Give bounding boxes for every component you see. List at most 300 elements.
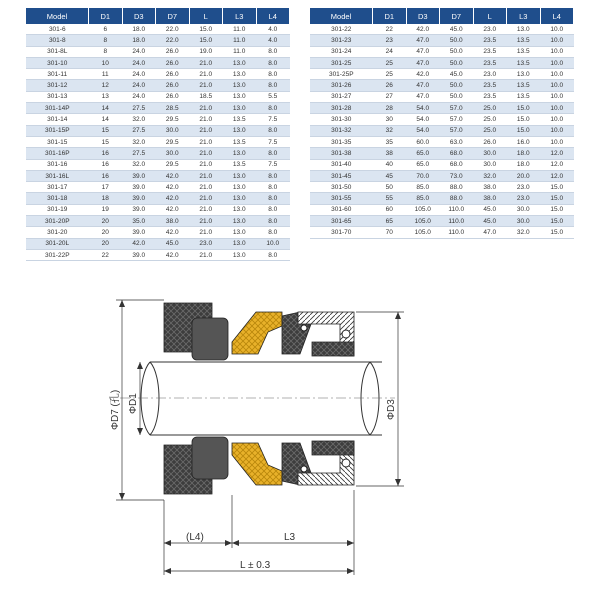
table-cell: 301-27 xyxy=(310,91,373,102)
table-cell: 13.0 xyxy=(223,193,257,204)
table-cell: 301-22P xyxy=(26,249,89,260)
table-cell: 301-25 xyxy=(310,57,373,68)
column-header: D3 xyxy=(406,8,440,24)
table-cell: 301-23 xyxy=(310,35,373,46)
table-row xyxy=(310,103,574,114)
table-cell: 105.0 xyxy=(406,227,440,238)
table-cell: 16 xyxy=(89,170,123,181)
table-row xyxy=(310,80,574,91)
table-cell: 32.0 xyxy=(122,159,156,170)
table-cell: 15 xyxy=(89,136,123,147)
table-cell: 13.0 xyxy=(223,125,257,136)
table-cell: 70.0 xyxy=(406,170,440,181)
table-cell: 110.0 xyxy=(440,227,474,238)
column-header: L xyxy=(189,8,223,24)
table-cell: 15.0 xyxy=(189,35,223,46)
table-cell: 30.0 xyxy=(156,125,190,136)
table-cell: 29.5 xyxy=(156,159,190,170)
table-cell: 39.0 xyxy=(122,193,156,204)
table-row xyxy=(26,249,290,260)
table-cell: 38 xyxy=(373,148,407,159)
table-cell: 42.0 xyxy=(156,249,190,260)
table-cell: 42.0 xyxy=(156,193,190,204)
table-cell: 8.0 xyxy=(256,249,290,260)
column-header: D1 xyxy=(373,8,407,24)
table-cell: 301-15P xyxy=(26,125,89,136)
table-cell: 21.0 xyxy=(189,227,223,238)
table-row xyxy=(310,69,574,80)
table-cell: 26.0 xyxy=(156,69,190,80)
table-cell: 26.0 xyxy=(156,80,190,91)
table-row xyxy=(310,216,574,227)
table-cell: 23.5 xyxy=(473,91,507,102)
table-cell: 65.0 xyxy=(406,148,440,159)
table-cell: 24.0 xyxy=(122,46,156,57)
table-cell: 13.0 xyxy=(223,103,257,114)
table-cell: 35 xyxy=(373,136,407,147)
table-cell: 301-26 xyxy=(310,80,373,91)
table-cell: 301-8L xyxy=(26,46,89,57)
table-cell: 47.0 xyxy=(406,91,440,102)
table-cell: 13.5 xyxy=(507,46,541,57)
table-cell: 11.0 xyxy=(223,46,257,57)
table-cell: 14 xyxy=(89,103,123,114)
table-cell: 24.0 xyxy=(122,80,156,91)
table-row xyxy=(26,238,290,249)
table-row xyxy=(310,159,574,170)
table-cell: 13.0 xyxy=(223,69,257,80)
table-cell: 32.0 xyxy=(122,136,156,147)
table-cell: 20 xyxy=(89,216,123,227)
table-cell: 57.0 xyxy=(440,103,474,114)
table-cell: 21.0 xyxy=(189,249,223,260)
table-cell: 301-20P xyxy=(26,216,89,227)
table-cell: 8 xyxy=(89,35,123,46)
table-body xyxy=(310,24,574,238)
table-cell: 39.0 xyxy=(122,182,156,193)
table-row xyxy=(310,148,574,159)
table-cell: 8.0 xyxy=(256,193,290,204)
table-cell: 42.0 xyxy=(156,170,190,181)
table-cell: 23.5 xyxy=(473,80,507,91)
table-cell: 12.0 xyxy=(540,170,574,181)
table-cell: 23.5 xyxy=(473,57,507,68)
table-cell: 50.0 xyxy=(440,46,474,57)
table-cell: 70 xyxy=(373,227,407,238)
table-cell: 50 xyxy=(373,182,407,193)
table-cell: 18.0 xyxy=(507,159,541,170)
table-row xyxy=(26,170,290,181)
spec-table-right xyxy=(310,8,574,239)
table-cell: 301-50 xyxy=(310,182,373,193)
table-cell: 301-22 xyxy=(310,24,373,35)
table-cell: 8.0 xyxy=(256,227,290,238)
column-header: Model xyxy=(310,8,373,24)
table-cell: 13.5 xyxy=(507,80,541,91)
table-cell: 10.0 xyxy=(540,24,574,35)
table-cell: 8.0 xyxy=(256,57,290,68)
table-cell: 30.0 xyxy=(473,159,507,170)
table-row xyxy=(26,35,290,46)
table-cell: 12.0 xyxy=(540,148,574,159)
table-cell: 13.0 xyxy=(223,249,257,260)
table-cell: 8.0 xyxy=(256,148,290,159)
table-cell: 301-25P xyxy=(310,69,373,80)
table-cell: 18.0 xyxy=(122,24,156,35)
table-cell: 27.5 xyxy=(122,148,156,159)
table-cell: 26.0 xyxy=(156,57,190,68)
table-cell: 23 xyxy=(373,35,407,46)
table-cell: 88.0 xyxy=(440,193,474,204)
table-cell: 301-40 xyxy=(310,159,373,170)
table-cell: 22 xyxy=(373,24,407,35)
table-row xyxy=(310,35,574,46)
table-cell: 63.0 xyxy=(440,136,474,147)
table-cell: 45.0 xyxy=(156,238,190,249)
table-cell: 17 xyxy=(89,182,123,193)
table-cell: 10.0 xyxy=(540,69,574,80)
table-cell: 22.0 xyxy=(156,24,190,35)
table-cell: 8.0 xyxy=(256,170,290,181)
table-cell: 27 xyxy=(373,91,407,102)
table-cell: 19.0 xyxy=(189,46,223,57)
table-cell: 42.0 xyxy=(156,227,190,238)
table-cell: 301-18 xyxy=(26,193,89,204)
table-cell: 27.5 xyxy=(122,103,156,114)
table-cell: 42.0 xyxy=(406,69,440,80)
table-cell: 47.0 xyxy=(406,35,440,46)
table-cell: 13.0 xyxy=(223,216,257,227)
table-cell: 20 xyxy=(89,238,123,249)
table-cell: 301-12 xyxy=(26,80,89,91)
table-cell: 19 xyxy=(89,204,123,215)
table-cell: 27.5 xyxy=(122,125,156,136)
table-cell: 24.0 xyxy=(122,57,156,68)
table-cell: 301-60 xyxy=(310,204,373,215)
table-cell: 23.0 xyxy=(507,182,541,193)
table-cell: 47.0 xyxy=(406,46,440,57)
table-cell: 301-6 xyxy=(26,24,89,35)
dimension-label-l: L ± 0.3 xyxy=(240,560,271,571)
table-cell: 15.0 xyxy=(540,193,574,204)
column-header: L3 xyxy=(507,8,541,24)
table-cell: 21.0 xyxy=(189,69,223,80)
table-cell: 15.0 xyxy=(540,204,574,215)
table-cell: 21.0 xyxy=(189,80,223,91)
table-cell: 11 xyxy=(89,69,123,80)
seal-cross-section-drawing xyxy=(0,290,600,590)
dimension-label-l3: L3 xyxy=(284,532,296,543)
table-cell: 25 xyxy=(373,69,407,80)
table-cell: 13.0 xyxy=(223,227,257,238)
table-cell: 110.0 xyxy=(440,216,474,227)
table-cell: 38.0 xyxy=(473,182,507,193)
table-row xyxy=(26,46,290,57)
table-cell: 47.0 xyxy=(406,80,440,91)
spring xyxy=(342,330,350,338)
stationary-seat xyxy=(192,437,228,479)
table-cell: 29.5 xyxy=(156,136,190,147)
table-cell: 85.0 xyxy=(406,182,440,193)
table-cell: 15.0 xyxy=(507,103,541,114)
table-cell: 88.0 xyxy=(440,182,474,193)
table-cell: 301-35 xyxy=(310,136,373,147)
table-row xyxy=(26,114,290,125)
table-row xyxy=(310,182,574,193)
table-cell: 301-16P xyxy=(26,148,89,159)
column-header: D7 xyxy=(156,8,190,24)
table-row xyxy=(26,182,290,193)
table-cell: 301-14P xyxy=(26,103,89,114)
table-cell: 54.0 xyxy=(406,125,440,136)
table-row xyxy=(310,227,574,238)
table-cell: 60 xyxy=(373,204,407,215)
table-cell: 32.0 xyxy=(122,114,156,125)
column-header: D3 xyxy=(122,8,156,24)
table-cell: 10.0 xyxy=(540,57,574,68)
table-cell: 301-28 xyxy=(310,103,373,114)
table-cell: 301-16L xyxy=(26,170,89,181)
table-header-row xyxy=(310,8,574,24)
table-cell: 18 xyxy=(89,193,123,204)
table-cell: 35.0 xyxy=(122,216,156,227)
table-cell: 23.0 xyxy=(473,69,507,80)
table-cell: 28.5 xyxy=(156,103,190,114)
table-cell: 42.0 xyxy=(156,182,190,193)
table-cell: 301-10 xyxy=(26,57,89,68)
table-cell: 18.0 xyxy=(122,35,156,46)
table-cell: 15.0 xyxy=(540,227,574,238)
table-cell: 10 xyxy=(89,57,123,68)
dimension-label-d1: ΦD1 xyxy=(128,393,139,414)
table-row xyxy=(26,57,290,68)
table-row xyxy=(26,125,290,136)
table-cell: 25.0 xyxy=(473,114,507,125)
table-cell: 54.0 xyxy=(406,114,440,125)
table-cell: 13.0 xyxy=(507,24,541,35)
table-cell: 8.0 xyxy=(256,204,290,215)
table-cell: 18.0 xyxy=(507,148,541,159)
table-cell: 21.0 xyxy=(189,148,223,159)
table-cell: 301-15 xyxy=(26,136,89,147)
table-cell: 301-8 xyxy=(26,35,89,46)
table-cell: 50.0 xyxy=(440,35,474,46)
table-cell: 23.5 xyxy=(473,46,507,57)
table-row xyxy=(26,159,290,170)
table-cell: 12 xyxy=(89,80,123,91)
table-cell: 30.0 xyxy=(507,204,541,215)
table-row xyxy=(26,148,290,159)
table-cell: 16.0 xyxy=(507,136,541,147)
table-cell: 15.0 xyxy=(540,182,574,193)
stationary-seat xyxy=(192,318,228,360)
table-cell: 26.0 xyxy=(156,46,190,57)
table-cell: 24.0 xyxy=(122,91,156,102)
dimension-label-d7: ΦD7 (孔) xyxy=(110,389,121,430)
table-cell: 13.0 xyxy=(223,182,257,193)
table-row xyxy=(26,216,290,227)
drive-pin xyxy=(301,325,307,331)
column-header: Model xyxy=(26,8,89,24)
table-cell: 42.0 xyxy=(122,238,156,249)
shaft xyxy=(120,362,395,435)
table-cell: 13.5 xyxy=(223,159,257,170)
table-cell: 21.0 xyxy=(189,103,223,114)
table-cell: 50.0 xyxy=(440,91,474,102)
table-cell: 29.5 xyxy=(156,114,190,125)
seal-lower-half xyxy=(164,437,354,494)
table-cell: 45.0 xyxy=(440,69,474,80)
table-cell: 105.0 xyxy=(406,216,440,227)
table-cell: 10.0 xyxy=(540,136,574,147)
table-cell: 21.0 xyxy=(189,216,223,227)
table-cell: 57.0 xyxy=(440,114,474,125)
retainer-bottom xyxy=(312,342,354,356)
table-cell: 8 xyxy=(89,46,123,57)
table-cell: 301-32 xyxy=(310,125,373,136)
table-cell: 14 xyxy=(89,114,123,125)
table-cell: 65.0 xyxy=(406,159,440,170)
table-cell: 23.0 xyxy=(189,238,223,249)
table-cell: 24 xyxy=(373,46,407,57)
table-cell: 301-20 xyxy=(26,227,89,238)
table-cell: 39.0 xyxy=(122,204,156,215)
table-cell: 8.0 xyxy=(256,80,290,91)
table-cell: 28 xyxy=(373,103,407,114)
table-row xyxy=(26,227,290,238)
table-cell: 21.0 xyxy=(189,159,223,170)
column-header: L3 xyxy=(223,8,257,24)
table-cell: 11.0 xyxy=(223,35,257,46)
table-row xyxy=(310,46,574,57)
table-cell: 6 xyxy=(89,24,123,35)
table-cell: 26 xyxy=(373,80,407,91)
table-cell: 40 xyxy=(373,159,407,170)
table-cell: 8.0 xyxy=(256,103,290,114)
table-cell: 15.0 xyxy=(189,24,223,35)
table-cell: 301-65 xyxy=(310,216,373,227)
table-cell: 30 xyxy=(373,114,407,125)
table-cell: 13.0 xyxy=(223,57,257,68)
table-cell: 8.0 xyxy=(256,46,290,57)
table-cell: 23.0 xyxy=(473,24,507,35)
column-header: L4 xyxy=(540,8,574,24)
column-header: L4 xyxy=(256,8,290,24)
table-cell: 10.0 xyxy=(540,91,574,102)
table-row xyxy=(26,103,290,114)
table-cell: 13.0 xyxy=(223,91,257,102)
table-row xyxy=(26,136,290,147)
table-cell: 21.0 xyxy=(189,170,223,181)
table-cell: 21.0 xyxy=(189,57,223,68)
table-cell: 13.0 xyxy=(223,170,257,181)
table-cell: 301-19 xyxy=(26,204,89,215)
table-cell: 13.0 xyxy=(223,238,257,249)
table-cell: 301-55 xyxy=(310,193,373,204)
table-cell: 7.5 xyxy=(256,114,290,125)
table-cell: 50.0 xyxy=(440,80,474,91)
table-cell: 25.0 xyxy=(473,125,507,136)
table-cell: 21.0 xyxy=(189,182,223,193)
table-cell: 20 xyxy=(89,227,123,238)
table-cell: 5.5 xyxy=(256,91,290,102)
table-row xyxy=(310,136,574,147)
table-cell: 39.0 xyxy=(122,170,156,181)
table-header-row xyxy=(26,8,290,24)
table-cell: 15 xyxy=(89,125,123,136)
table-cell: 23.0 xyxy=(507,193,541,204)
table-cell: 54.0 xyxy=(406,103,440,114)
table-cell: 4.0 xyxy=(256,24,290,35)
table-cell: 21.0 xyxy=(189,193,223,204)
table-cell: 8.0 xyxy=(256,125,290,136)
table-cell: 50.0 xyxy=(440,57,474,68)
column-header: D1 xyxy=(89,8,123,24)
table-cell: 8.0 xyxy=(256,182,290,193)
table-cell: 301-17 xyxy=(26,182,89,193)
table-cell: 11.0 xyxy=(223,24,257,35)
table-row xyxy=(26,69,290,80)
table-cell: 39.0 xyxy=(122,227,156,238)
table-cell: 18.5 xyxy=(189,91,223,102)
column-header: L xyxy=(473,8,507,24)
table-cell: 26.0 xyxy=(156,91,190,102)
table-cell: 13.5 xyxy=(507,91,541,102)
table-cell: 47.0 xyxy=(406,57,440,68)
table-row xyxy=(310,114,574,125)
table-cell: 7.5 xyxy=(256,136,290,147)
table-cell: 45.0 xyxy=(473,204,507,215)
table-row xyxy=(26,193,290,204)
table-cell: 25.0 xyxy=(473,103,507,114)
table-cell: 21.0 xyxy=(189,125,223,136)
table-cell: 21.0 xyxy=(189,204,223,215)
table-cell: 30.0 xyxy=(156,148,190,159)
table-cell: 10.0 xyxy=(540,46,574,57)
table-cell: 12.0 xyxy=(540,159,574,170)
table-cell: 15.0 xyxy=(507,114,541,125)
drive-pin xyxy=(301,466,307,472)
table-row xyxy=(310,125,574,136)
table-cell: 13.5 xyxy=(507,35,541,46)
table-cell: 39.0 xyxy=(122,249,156,260)
table-cell: 301-13 xyxy=(26,91,89,102)
table-cell: 25 xyxy=(373,57,407,68)
table-cell: 10.0 xyxy=(256,238,290,249)
table-cell: 13 xyxy=(89,91,123,102)
table-cell: 16 xyxy=(89,159,123,170)
table-cell: 45.0 xyxy=(440,24,474,35)
table-cell: 85.0 xyxy=(406,193,440,204)
table-body xyxy=(26,24,290,261)
seal-upper-half xyxy=(164,303,354,360)
retainer-bottom xyxy=(312,441,354,455)
table-cell: 32.0 xyxy=(507,227,541,238)
dimension-label-l4: (L4) xyxy=(186,532,204,543)
table-cell: 60.0 xyxy=(406,136,440,147)
table-cell: 10.0 xyxy=(540,125,574,136)
table-cell: 57.0 xyxy=(440,125,474,136)
table-cell: 24.0 xyxy=(122,69,156,80)
table-cell: 68.0 xyxy=(440,148,474,159)
table-row xyxy=(310,170,574,181)
table-cell: 20.0 xyxy=(507,170,541,181)
table-cell: 32.0 xyxy=(473,170,507,181)
table-cell: 301-38 xyxy=(310,148,373,159)
table-cell: 4.0 xyxy=(256,35,290,46)
table-cell: 301-30 xyxy=(310,114,373,125)
table-row xyxy=(310,57,574,68)
